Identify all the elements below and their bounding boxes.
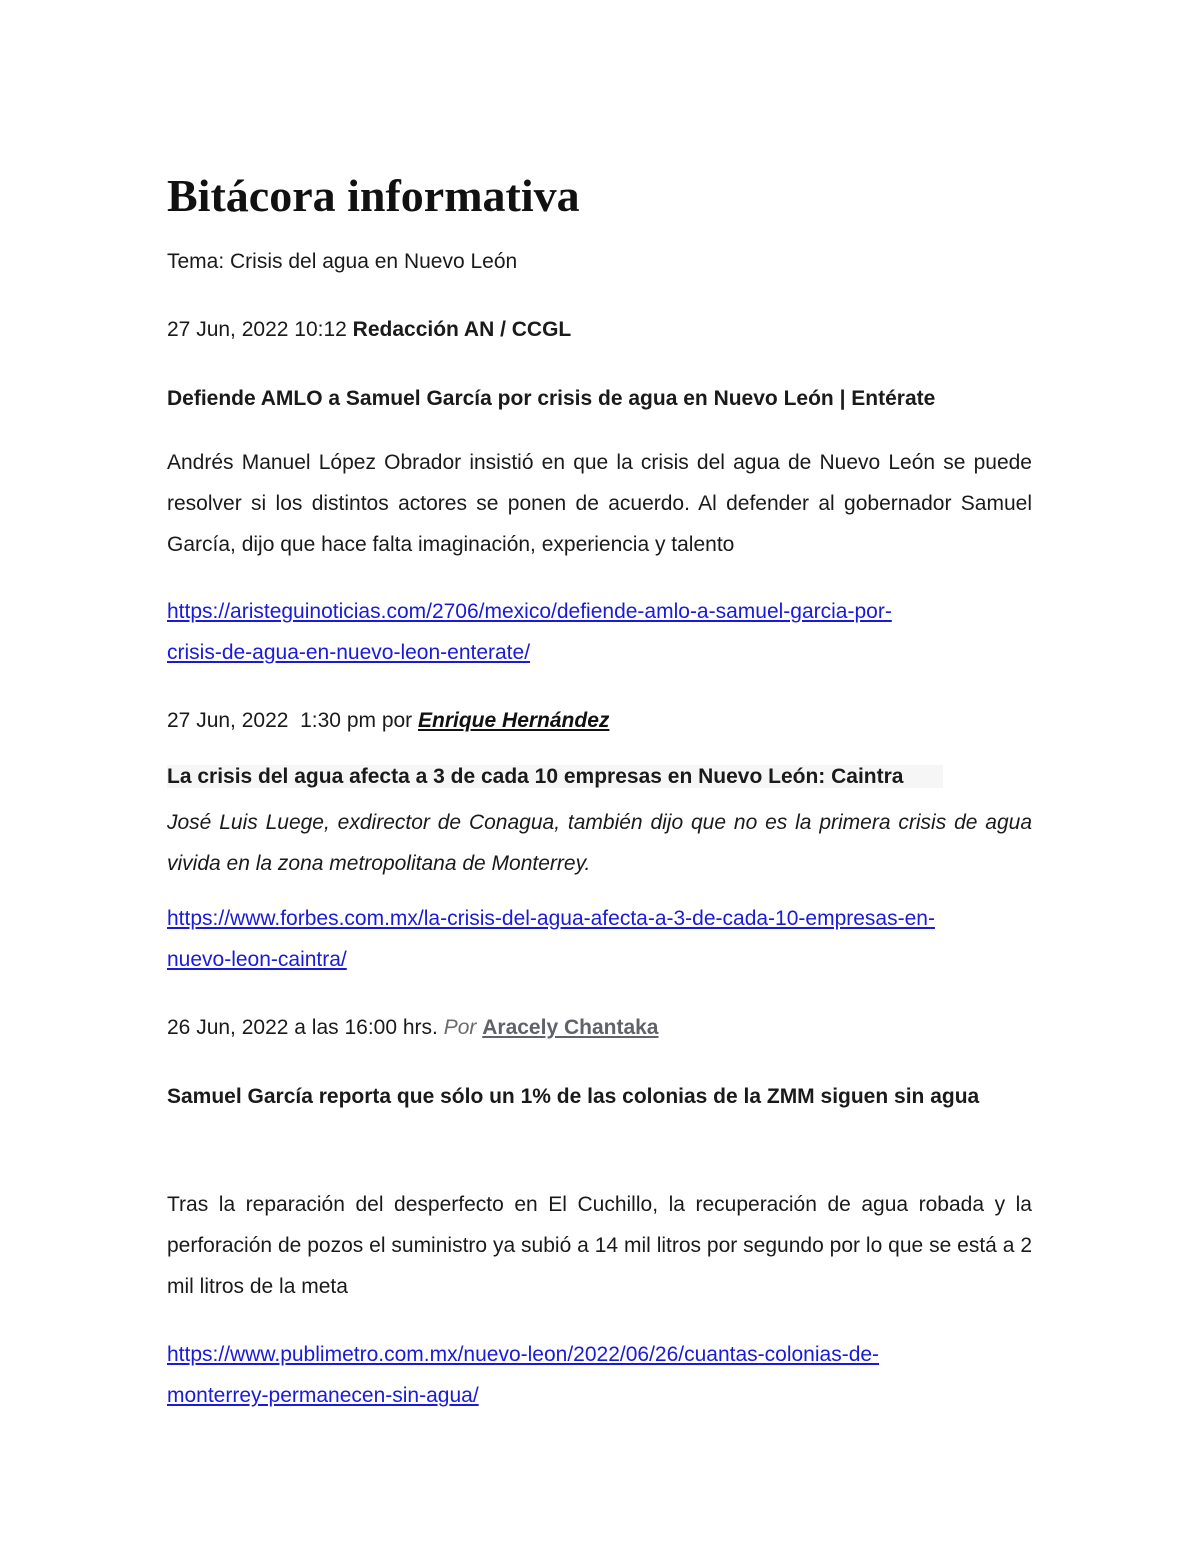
page-title: Bitácora informativa xyxy=(167,170,580,221)
entry-1-link-line-2[interactable]: crisis-de-agua-en-nuevo-leon-enterate/ xyxy=(167,641,531,664)
entry-3-by: Por xyxy=(443,1016,477,1039)
entry-3-summary: Tras la reparación del desperfecto en El Cuchillo, la recuperación de agua robada y la perforación de pozos el suministro ya subió a 14 mil litros por segundo por lo que se está a 2 mil litros de la meta xyxy=(167,1193,1032,1298)
entry-2-summary: José Luis Luege, exdirector de Conagua, también dijo que no es la primera crisis de agua vivida en la zona metropolitana de Monterrey. xyxy=(167,811,1032,875)
entry-2-author-link[interactable]: Enrique Hernández xyxy=(418,709,610,732)
entry-1-link[interactable] xyxy=(167,591,1032,673)
entry-2-headline xyxy=(167,762,943,792)
entry-2-dateline xyxy=(167,706,609,736)
entry-3-dateline xyxy=(167,1013,659,1043)
entry-1-link-line-1[interactable]: https://aristeguinoticias.com/2706/mexico/defiende-amlo-a-samuel-garcia-por- xyxy=(167,600,892,623)
entry-1-author: Redacción AN / CCGL xyxy=(352,318,572,341)
entry-3-headline: Samuel García reporta que sólo un 1% de las colonias de la ZMM siguen sin agua xyxy=(167,1085,980,1108)
entry-1-date: 27 Jun, 2022 10:12 xyxy=(167,318,353,341)
entry-3-link-line-1[interactable]: https://www.publimetro.com.mx/nuevo-leon/2022/06/26/cuantas-colonias-de- xyxy=(167,1343,880,1366)
entry-3-author-link[interactable]: Aracely Chantaka xyxy=(482,1016,659,1039)
entry-2-link[interactable] xyxy=(167,898,1032,980)
entry-2-headline-text: La crisis del agua afecta a 3 de cada 10 empresas en Nuevo León: Caintra xyxy=(167,765,943,788)
entry-3-date: 26 Jun, 2022 a las 16:00 hrs. xyxy=(167,1016,444,1039)
entry-3-link-line-2[interactable]: monterrey-permanecen-sin-agua/ xyxy=(167,1384,479,1407)
entry-1-summary: Andrés Manuel López Obrador insistió en que la crisis del agua de Nuevo León se puede resolver si los distintos actores se ponen de acuerdo. Al defender al gobernador Samuel García, dijo que hace falta imaginación, experiencia y talento xyxy=(167,451,1032,556)
entry-2-link-line-2[interactable]: nuevo-leon-caintra/ xyxy=(167,948,347,971)
entry-2-link-line-1[interactable]: https://www.forbes.com.mx/la-crisis-del-agua-afecta-a-3-de-cada-10-empresas-en- xyxy=(167,907,935,930)
entry-3-link[interactable] xyxy=(167,1334,1032,1416)
entry-1-dateline xyxy=(167,315,571,345)
entry-1-headline: Defiende AMLO a Samuel García por crisis de agua en Nuevo León | Entérate xyxy=(167,387,936,410)
entry-2-date: 27 Jun, 2022 1:30 pm por xyxy=(167,709,419,732)
topic-line: Tema: Crisis del agua en Nuevo León xyxy=(167,250,518,273)
